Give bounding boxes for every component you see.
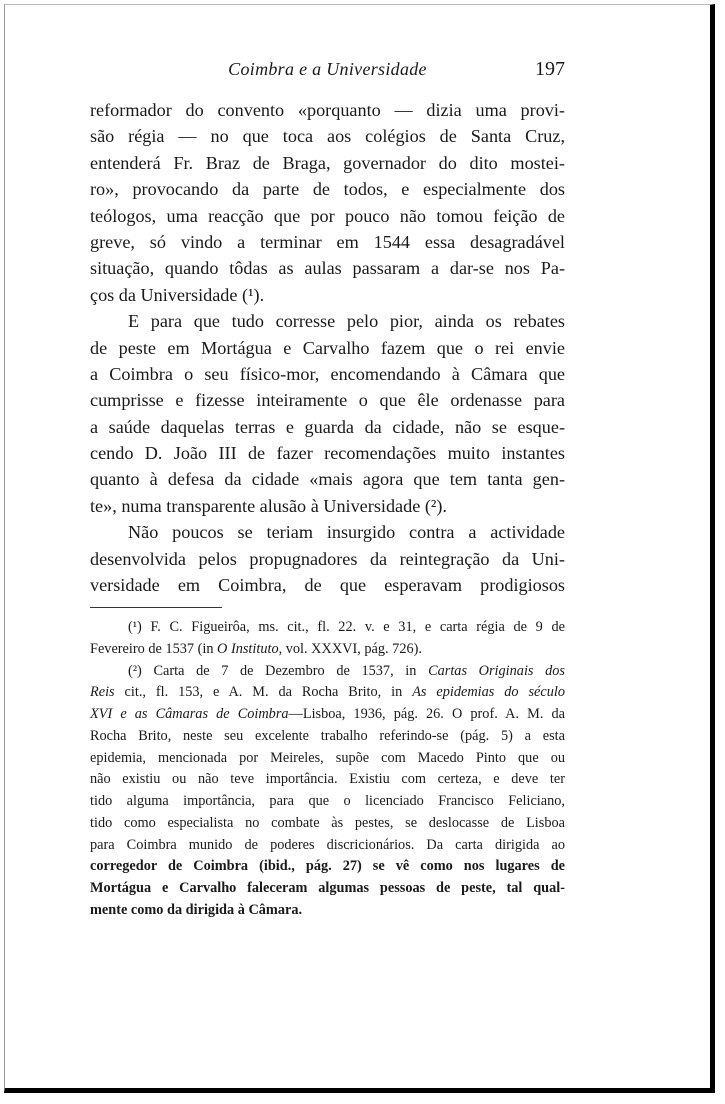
text-line: entenderá Fr. Braz de Braga, governador do dito mostei- xyxy=(90,152,565,173)
text-line: E para que tudo corresse pelo pior, ainda os rebates xyxy=(128,311,565,332)
text-line: a Coimbra o seu físico-mor, encomendando à Câmara que xyxy=(90,363,565,384)
text-line: desenvolvida pelos propugnadores da reintegração da Uni- xyxy=(90,548,565,569)
text-line: Não poucos se teriam insurgido contra a actividade xyxy=(128,522,565,543)
footnote-rule xyxy=(90,607,222,608)
footnote-line: mente como da dirigida à Câmara. xyxy=(90,901,303,918)
footnote-line: para Coimbra munido de poderes discricionários. Da carta dirigida ao xyxy=(90,836,565,853)
text-line: versidade em Coimbra, de que esperavam prodigiosos xyxy=(90,575,565,596)
footnote-line: Rocha Brito, neste seu excelente trabalho referindo-se (pág. 5) a esta xyxy=(90,727,565,744)
footnote-line: epidemia, mencionada por Meireles, supõe com Macedo Pinto que ou xyxy=(90,749,565,766)
footnote-line: tido alguma importância, para que o licenciado Francisco Feliciano, xyxy=(90,793,565,809)
text-line: situação, quando tôdas as aulas passaram a dar-se nos Pa- xyxy=(90,258,565,279)
text-line: greve, só vindo a terminar em 1544 essa desagradável xyxy=(90,231,565,252)
text-line: teólogos, uma reacção que por pouco não tomou feição de xyxy=(90,205,565,226)
text-line: cumprisse e fizesse inteiramente o que êle ordenasse para xyxy=(90,390,565,411)
text-line: cendo D. João III de fazer recomendações muito instantes xyxy=(90,443,565,464)
footnote-line: não existiu ou não teve importância. Existiu com certeza, e deve ter xyxy=(90,771,565,788)
footnote-line: tido como especialista no combate às pestes, se deslocasse de Lisboa xyxy=(90,814,565,831)
text-line: quanto à defesa da cidade «mais agora que tem tanta gen- xyxy=(90,469,565,490)
text-line: ços da Universidade (¹). xyxy=(90,284,265,305)
text-line: reformador do convento «porquanto — dizia uma provi- xyxy=(90,100,565,120)
footnote-line: Mortágua e Carvalho faleceram algumas pessoas de peste, tal qual- xyxy=(90,880,565,896)
footnote-line: corregedor de Coimbra (ibid., pág. 27) se vê como nos lugares de xyxy=(90,858,565,875)
footnote-line: Reis cit., fl. 153, e A. M. da Rocha Brito, in As epidemias do século xyxy=(90,684,565,701)
text-line: te», numa transparente alusão à Universidade (²). xyxy=(90,495,447,516)
footnote-line: Fevereiro de 1537 (in O Instituto, vol. XXXVI, pág. 726). xyxy=(90,640,422,657)
text-line: a saúde daquelas terras e guarda da cidade, não se esque- xyxy=(90,416,565,437)
text-line: ro», provocando da parte de todos, e especialmente dos xyxy=(90,179,565,200)
page-number: 197 xyxy=(535,58,565,80)
page-header xyxy=(90,55,565,83)
running-title: Coimbra e a Universidade xyxy=(228,59,427,79)
text-line: são régia — no que toca aos colégios de Santa Cruz, xyxy=(90,126,565,147)
footnotes xyxy=(90,617,565,922)
footnote-line: (²) Carta de 7 de Dezembro de 1537, in Cartas Originais dos xyxy=(128,662,565,679)
footnote-line: (¹) F. C. Figueirôa, ms. cit., fl. 22. v. e 31, e carta régia de 9 de xyxy=(128,619,565,635)
main-text xyxy=(90,97,565,598)
text-line: de peste em Mortágua e Carvalho fazem que o rei envie xyxy=(90,337,565,358)
footnote-line: XVI e as Câmaras de Coimbra—Lisboa, 1936, pág. 26. O prof. A. M. da xyxy=(90,706,565,722)
